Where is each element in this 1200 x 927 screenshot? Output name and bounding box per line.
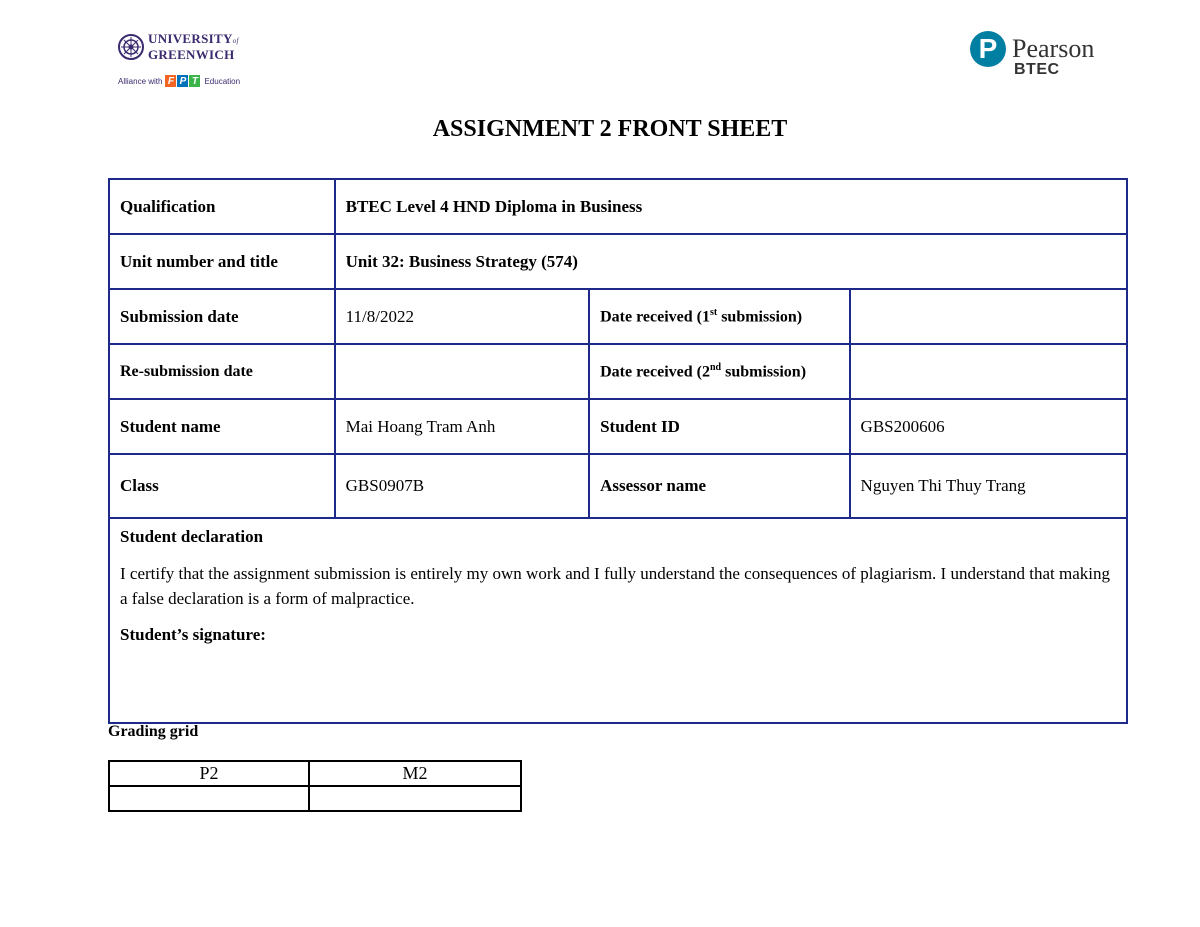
grading-grid: [108, 760, 522, 812]
btec-word: BTEC: [1014, 61, 1060, 78]
student-name-value[interactable]: Mai Hoang Tram Anh: [335, 399, 589, 454]
declaration-text: I certify that the assignment submission is entirely my own work and I fully understand the consequences of plagiarism. I understand that making a false declaration is a form of malpractice.: [120, 564, 1111, 608]
student-id-label: Student ID: [589, 399, 849, 454]
grading-header-p2: P2: [109, 761, 309, 786]
alliance-suffix: Education: [204, 76, 241, 86]
grading-value-row: [109, 786, 521, 811]
date-received-1-suffix: submission): [717, 308, 803, 326]
grading-value-m2[interactable]: [309, 786, 521, 811]
fpt-logo: [165, 75, 201, 87]
resubmission-label: Re-submission date: [109, 344, 335, 399]
table-row: [109, 234, 1127, 289]
declaration-heading: Student declaration: [120, 527, 264, 546]
submission-date-value[interactable]: 11/8/2022: [335, 289, 589, 344]
student-name-label: Student name: [109, 399, 335, 454]
grading-grid-label: Grading grid: [108, 723, 199, 740]
page-title: ASSIGNMENT 2 FRONT SHEET: [432, 116, 788, 142]
resubmission-value[interactable]: [335, 344, 589, 399]
date-received-2-value[interactable]: [850, 344, 1127, 399]
table-row: [109, 454, 1127, 518]
date-received-1-sup: st: [709, 306, 718, 318]
grading-value-p2[interactable]: [109, 786, 309, 811]
greenwich-line1: UNIVERSITY: [148, 31, 233, 46]
date-received-2-prefix: Date received (2: [600, 363, 710, 381]
greenwich-logo: [118, 32, 248, 94]
table-row: [109, 289, 1127, 344]
class-value[interactable]: GBS0907B: [335, 454, 589, 518]
pearson-logo: [970, 31, 1110, 91]
assessor-value[interactable]: Nguyen Thi Thuy Trang: [850, 454, 1127, 518]
qualification-label: Qualification: [109, 179, 335, 234]
date-received-2-sup: nd: [709, 361, 722, 373]
date-received-2-suffix: submission): [721, 363, 807, 381]
front-sheet-table: [108, 178, 1128, 724]
greenwich-of: of: [232, 37, 239, 45]
date-received-1-value[interactable]: [850, 289, 1127, 344]
greenwich-line2: GREENWICH: [148, 47, 235, 62]
unit-value: Unit 32: Business Strategy (574): [335, 234, 1127, 289]
pearson-word: Pearson: [1012, 34, 1095, 63]
table-row: [109, 518, 1127, 723]
table-row: [109, 399, 1127, 454]
unit-label: Unit number and title: [109, 234, 335, 289]
date-received-1-label: [589, 289, 849, 344]
date-received-2-label: [589, 344, 849, 399]
date-received-1-prefix: Date received (1: [600, 308, 710, 326]
greenwich-seal-icon: [118, 34, 144, 60]
declaration-cell: [109, 518, 1127, 723]
fpt-letter-t: T: [189, 75, 200, 87]
class-label: Class: [109, 454, 335, 518]
table-row: [109, 344, 1127, 399]
submission-date-label: Submission date: [109, 289, 335, 344]
table-row: [109, 179, 1127, 234]
fpt-letter-p: P: [177, 75, 188, 87]
fpt-letter-f: F: [165, 75, 176, 87]
grading-header-row: [109, 761, 521, 786]
signature-label: Student’s signature:: [120, 625, 266, 644]
alliance-prefix: Alliance with: [118, 76, 163, 86]
pearson-mark-icon: P: [970, 31, 1006, 67]
student-id-value[interactable]: GBS200606: [850, 399, 1127, 454]
assessor-label: Assessor name: [589, 454, 849, 518]
qualification-value: BTEC Level 4 HND Diploma in Business: [335, 179, 1127, 234]
grading-header-m2: M2: [309, 761, 521, 786]
